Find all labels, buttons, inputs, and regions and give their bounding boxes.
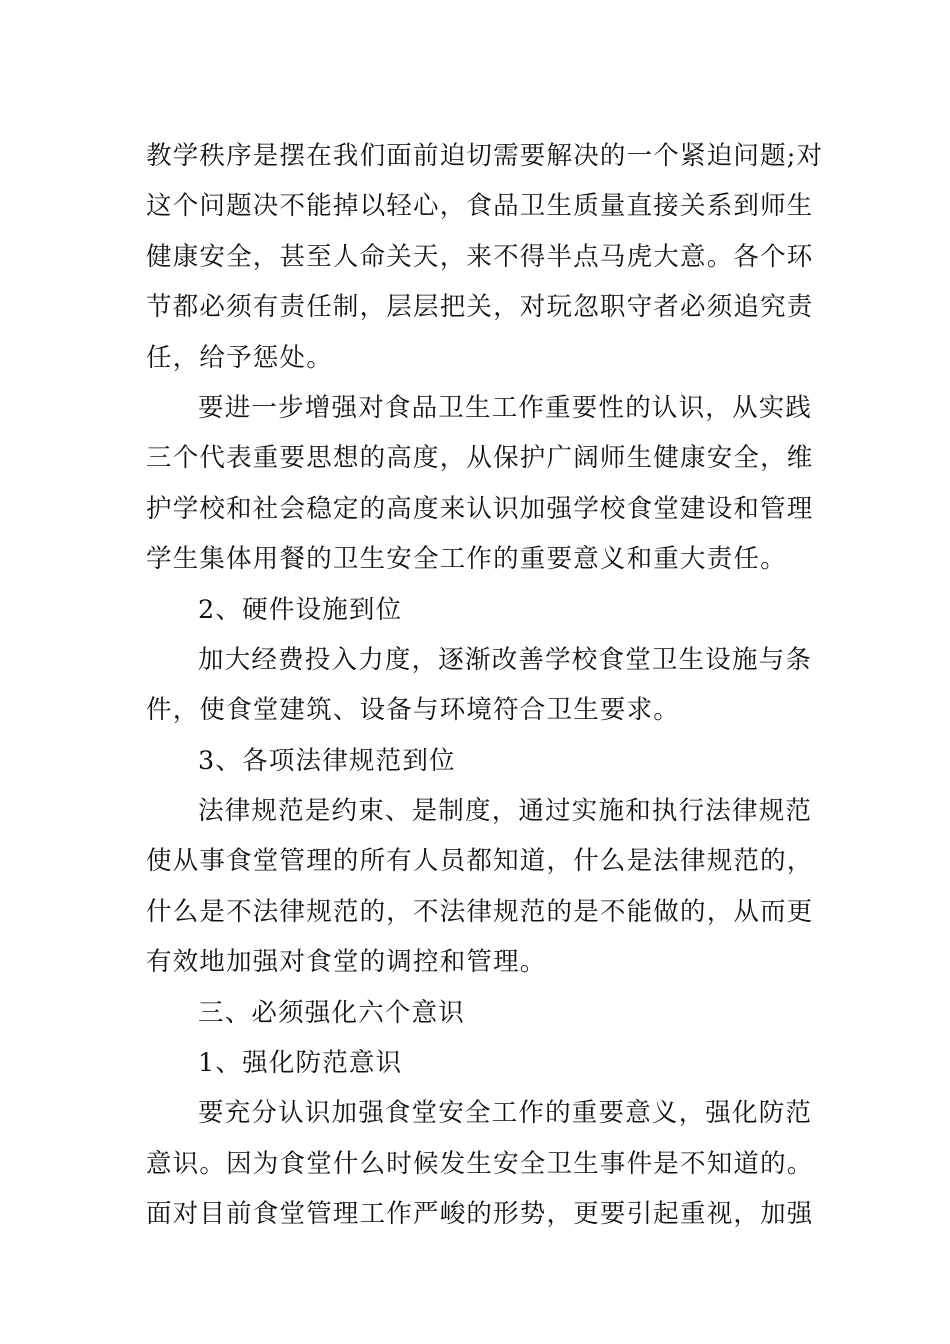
- text-line: 节都必须有责任制，层层把关，对玩忽职守者必须追究责: [146, 292, 814, 323]
- text-line: 三、必须强化六个意识: [198, 997, 466, 1028]
- text-line: 2、硬件设施到位: [198, 594, 403, 625]
- text-line: 什么是不法律规范的，不法律规范的是不能做的，从而更: [146, 896, 814, 927]
- text-line: 使从事食堂管理的所有人员都知道，什么是法律规范的，: [146, 846, 814, 877]
- text-line: 法律规范是约束、是制度，通过实施和执行法律规范: [198, 796, 813, 827]
- text-line: 护学校和社会稳定的高度来认识加强学校食堂建设和管理: [146, 493, 814, 524]
- text-line: 学生集体用餐的卫生安全工作的重要意义和重大责任。: [146, 544, 787, 575]
- text-line: 教学秩序是摆在我们面前迫切需要解决的一个紧迫问题;对: [146, 141, 824, 171]
- text-line: 面对目前食堂管理工作严峻的形势，更要引起重视，加强: [146, 1199, 814, 1230]
- text-line: 这个问题决不能掉以轻心，食品卫生质量直接关系到师生: [146, 191, 814, 222]
- text-line: 要充分认识加强食堂安全工作的重要意义，强化防范: [198, 1098, 813, 1129]
- text-line: 3、各项法律规范到位: [198, 745, 456, 776]
- text-line: 1、强化防范意识: [198, 1048, 403, 1079]
- text-line: 件，使食堂建筑、设备与环境符合卫生要求。: [146, 695, 681, 726]
- text-line: 任，给予惩处。: [146, 342, 333, 373]
- text-line: 健康安全，甚至人命关天，来不得半点马虎大意。各个环: [146, 241, 814, 272]
- text-line: 有效地加强对食堂的调控和管理。: [146, 947, 547, 978]
- document-body: [146, 131, 824, 1240]
- text-line: 三个代表重要思想的高度，从保护广阔师生健康安全，维: [146, 443, 814, 474]
- text-line: 意识。因为食堂什么时候发生安全卫生事件是不知道的。: [146, 1148, 814, 1179]
- text-line: 要进一步增强对食品卫生工作重要性的认识，从实践: [198, 392, 813, 423]
- text-line: 加大经费投入力度，逐渐改善学校食堂卫生设施与条: [198, 644, 813, 675]
